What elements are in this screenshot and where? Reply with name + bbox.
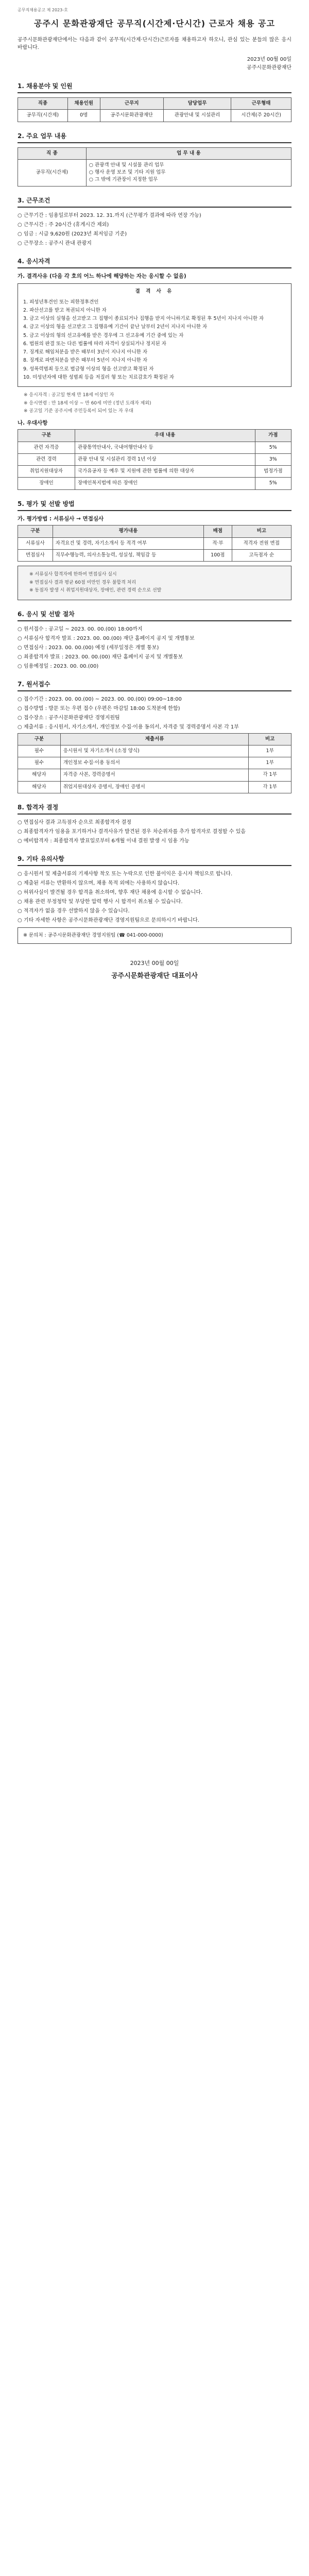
intro-text: 공주시문화관광재단에서는 다음과 같이 공무직(시간제·단시간)근로자를 채용하고자 하오니, 관심 있는 분들의 많은 응시 바랍니다. [18,37,291,50]
cell: 5% [255,478,291,489]
cell: 관광안내 및 시설관리 [163,110,231,122]
notice-org: 공주시문화관광재단 [247,65,291,71]
documents-table [18,733,291,793]
list-item: 6. 법원의 판결 또는 다른 법률에 따라 자격이 상실되거나 정지된 자 [23,341,166,347]
sign-org: 공주시문화관광재단 대표이사 [111,972,198,980]
cell: 100점 [204,549,232,561]
table-row [18,110,291,122]
table-row [18,442,291,453]
cell: 관련 자격증 [18,442,75,453]
section-9-title: 9. 기타 유의사항 [18,854,291,866]
cell: 0명 [67,110,100,122]
th: 배점 [204,526,232,537]
th: 구분 [18,430,75,442]
cell: 개인정보 수집·이용 동의서 [60,757,248,769]
list-item: 4. 금고 이상의 형을 선고받고 그 집행유예 기간이 끝난 날부터 2년이 지나지 아니한 자 [23,324,208,330]
contact-text: ※ 문의처 : 공주시문화관광재단 경영지원팀 (☎ 041-000-0000) [23,932,163,938]
subheading: 나. 우대사항 [18,419,48,426]
note: ※ 공고일 기준 공주시에 주민등록이 되어 있는 자 우대 [24,409,134,414]
table-row [18,537,291,549]
list-item: 8. 징계로 파면처분을 받은 때부터 5년이 지나지 아니한 자 [23,358,148,364]
section-2-title: 2. 주요 업무 내용 [18,131,291,143]
cell: 관광 안내 및 시설관리 경력 1년 이상 [75,453,255,465]
sign-date: 2023년 00월 00일 [130,960,179,967]
table-row [18,781,291,793]
cell: 관광통역안내사, 국내여행안내사 등 [75,442,255,453]
cell: 적·부 [204,537,232,549]
th: 직 종 [18,147,87,159]
section-3-title: 3. 근무조건 [18,196,291,208]
cell: 1부 [249,757,291,769]
list-item: ○ 면접심사 : 2023. 00. 00.(00) 예정 (세부일정은 개별 통보) [18,645,159,651]
cell: 자격요건 및 경력, 자기소개서 등 적격 여부 [53,537,203,549]
section-1-title: 1. 채용분야 및 인원 [18,81,291,93]
cell: 각 1부 [249,769,291,781]
table-row [18,453,291,465]
cell: 취업지원대상자 증명서, 장애인 증명서 [60,781,248,793]
table-row [18,757,291,769]
cell: 공주시문화관광재단 [100,110,163,122]
list-item: ○ 면접심사 결과 고득점자 순으로 최종합격자 결정 [18,819,131,825]
list-item: ○ 근무시간 : 주 20시간 (휴게시간 제외) [18,222,109,228]
evaluation-notes-box [18,566,291,600]
section-6-title: 6. 응시 및 선발 절차 [18,609,291,621]
cell: 국가유공자 등 예우 및 지원에 관한 법률에 의한 대상자 [75,466,255,478]
th: 업 무 내 용 [86,147,291,159]
recruit-table [18,97,291,122]
section-4-title: 4. 응시자격 [18,257,291,268]
cell: 관련 경력 [18,453,75,465]
evaluation-table [18,525,291,562]
table-row [18,159,291,186]
th: 비고 [232,526,291,537]
cell: 각 1부 [249,781,291,793]
cell: 고득점자 순 [232,549,291,561]
cell: 적격자 전원 면접 [232,537,291,549]
cell: 직무수행능력, 의사소통능력, 성실성, 책임감 등 [53,549,203,561]
list-item: ○ 예비합격자 : 최종합격자 발표일로부터 6개월 이내 결원 발생 시 임용 가능 [18,838,190,844]
notice-date: 2023년 00월 00일 [247,57,291,62]
list-item: 2. 파산선고를 받고 복권되지 아니한 자 [23,307,107,313]
list-item: ○ 접수기간 : 2023. 00. 00.(00) ~ 2023. 00. 00.(00) 09:00~18:00 [18,696,182,702]
section-8-title: 8. 합격자 결정 [18,803,291,815]
list-item: ○ 근무기간 : 임용일로부터 2023. 12. 31.까지 (근무평가 결과에 따라 연장 가능) [18,212,201,218]
cell: 필수 [18,745,61,757]
list-item: 7. 징계로 해임처분을 받은 때부터 3년이 지나지 아니한 자 [23,349,148,355]
subheading: 가. 결격사유 (다음 각 호의 어느 하나에 해당하는 자는 응시할 수 없음) [18,273,186,279]
cell: 응시원서 및 자기소개서 (소정 양식) [60,745,248,757]
list-item: ○ 임금 : 시급 9,620원 (2023년 최저임금 기준) [18,231,127,237]
date-block [18,56,291,72]
list-item: ○ 접수장소 : 공주시문화관광재단 경영지원팀 [18,715,120,721]
list-item: ○ 접수방법 : 방문 또는 우편 접수 (우편은 마감일 18:00 도착분에 한함) [18,705,180,711]
list-item: ○ 최종합격자가 임용을 포기하거나 결격사유가 발견된 경우 차순위자를 추가 합격자로 결정할 수 있음 [18,828,246,835]
section-7-title: 7. 원서접수 [18,680,291,691]
cell: 자격증 사본, 경력증명서 [60,769,248,781]
cell: 5% [255,442,291,453]
cell: 1부 [249,745,291,757]
cell: 면접심사 [18,549,53,561]
cell: 공무직(시간제) [18,159,87,186]
duty-table [18,147,291,187]
preference-table [18,429,291,489]
th: 가점 [255,430,291,442]
note: ※ 면접심사 결과 평균 60점 미만인 경우 불합격 처리 [29,580,136,585]
list-item: 5. 금고 이상의 형의 선고유예를 받은 경우에 그 선고유예 기간 중에 있는 자 [23,332,184,338]
box-title: 결 격 사 유 [135,289,174,295]
table-row [18,745,291,757]
list-item: ○ 허위사실이 발견될 경우 합격을 취소하며, 향후 재단 채용에 응시할 수 없습니다. [18,889,203,895]
cell: 필수 [18,757,61,769]
list-item: ○ 최종합격자 발표 : 2023. 00. 00.(00) 재단 홈페이지 공지 및 개별통보 [18,654,183,660]
cell: 법정가점 [255,466,291,478]
page-title: 공주시 문화관광재단 공무직(시간제·단시간) 근로자 채용 공고 [34,19,275,28]
table-row [18,478,291,489]
note: ※ 동점자 발생 시 취업지원대상자, 장애인, 관련 경력 순으로 선발 [29,588,162,593]
note: ※ 응시연령 : 만 18세 이상 ~ 만 60세 미만 (정년 도래자 제외) [24,400,151,406]
list-item: ○ 제출서류 : 응시원서, 자기소개서, 개인정보 수집·이용 동의서, 자격증 및 경력증명서 사본 각 1부 [18,724,239,730]
th: 담당업무 [163,98,231,110]
contact-box [18,927,291,944]
cell: 3% [255,453,291,465]
list-item: ○ 원서접수 : 공고일 ~ 2023. 00. 00.(00) 18:00까지 [18,626,143,632]
list-item: 10. 미성년자에 대한 성범죄 등을 저질러 형 또는 치료감호가 확정된 자 [23,374,175,380]
th: 우대 내용 [75,430,255,442]
th: 제출서류 [60,733,248,745]
cell: 장애인 [18,478,75,489]
list-item: ○ 적격자가 없을 경우 선발하지 않을 수 있습니다. [18,908,130,914]
th: 채용인원 [67,98,100,110]
th: 비고 [249,733,291,745]
list-item: ○ 서류심사 합격자 발표 : 2023. 00. 00.(00) 재단 홈페이지 공지 및 개별통보 [18,635,195,641]
cell: 서류심사 [18,537,53,549]
list-item: ○ 기타 자세한 사항은 공주시문화관광재단 경영지원팀으로 문의하시기 바랍니다. [18,917,199,923]
cell: 해당자 [18,769,61,781]
list-item: 1. 피성년후견인 또는 피한정후견인 [23,299,99,305]
th: 평가내용 [53,526,203,537]
note: ※ 서류심사 합격자에 한하여 면접심사 실시 [29,572,117,577]
list-item: 3. 금고 이상의 실형을 선고받고 그 집행이 종료되거나 집행을 받지 아니하기로 확정된 후 5년이 지나지 아니한 자 [23,316,264,321]
notice-page [0,0,309,996]
table-row [18,769,291,781]
th: 구분 [18,733,61,745]
table-row [18,549,291,561]
cell: 해당자 [18,781,61,793]
th: 근무형태 [231,98,291,110]
subheading: 가. 평가방법 : 서류심사 → 면접심사 [18,515,104,522]
cell: 취업지원대상자 [18,466,75,478]
list-item: ○ 제출된 서류는 반환하지 않으며, 채용 목적 외에는 사용하지 않습니다. [18,880,180,886]
list-item: ○ 근무장소 : 공주시 관내 관광지 [18,240,92,246]
cell: 공무직(시간제) [18,110,68,122]
section-5-title: 5. 평가 및 선발 방법 [18,499,291,511]
th: 근무지 [100,98,163,110]
list-item: ○ 응시원서 및 제출서류의 기재사항 착오 또는 누락으로 인한 불이익은 응시자 책임으로 합니다. [18,871,233,877]
cell: 장애인복지법에 따른 장애인 [75,478,255,489]
list-item: ○ 임용예정일 : 2023. 00. 00.(00) [18,663,99,669]
note: ※ 응시자격 : 공고일 현재 만 18세 이상인 자 [24,393,114,398]
list-item: ○ 채용 관련 부정청탁 및 부당한 압력 행사 시 합격이 취소될 수 있습니다. [18,899,183,905]
signature-block [18,959,291,981]
cell: ○ 관광객 안내 및 시설물 관리 업무 ○ 행사 운영 보조 및 기타 지원 업무 ○ 그 밖에 기관장이 지정한 업무 [86,159,291,186]
notice-number: 공무직채용공고 제 2023-호 [18,8,68,12]
th: 직종 [18,98,68,110]
cell: 시간제(주 20시간) [231,110,291,122]
th: 구분 [18,526,53,537]
disqualification-box [18,283,291,387]
list-item: 9. 성폭력범죄 등으로 벌금형 이상의 형을 선고받고 확정된 자 [23,366,154,372]
table-row [18,466,291,478]
